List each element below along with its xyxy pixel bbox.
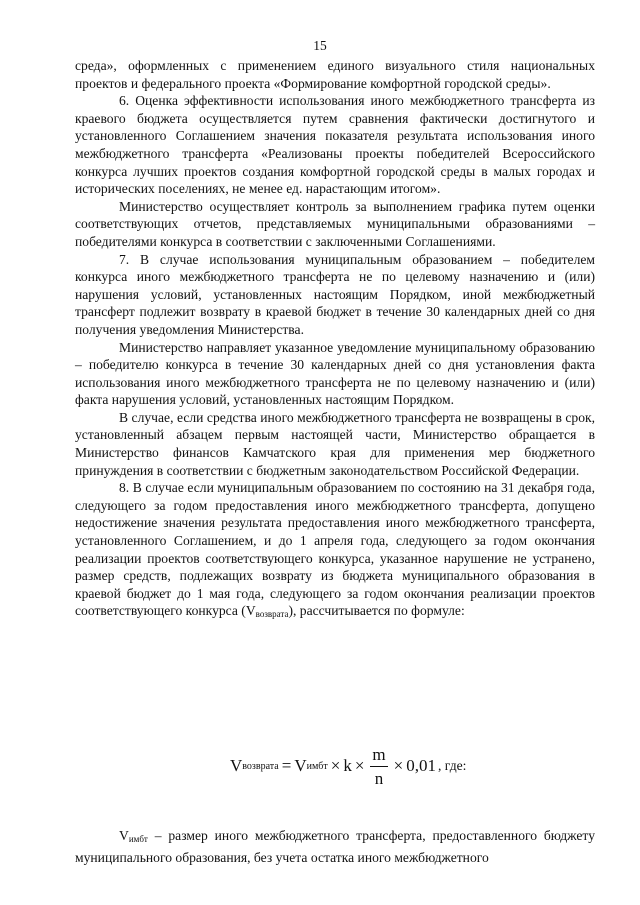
definition-text (75, 827, 595, 866)
fraction-denominator: n (374, 768, 384, 788)
definition-symbol: V (119, 828, 129, 843)
formula-v-sub: имбт (306, 760, 328, 772)
formula-tail: , где: (438, 758, 467, 773)
formula-times: × (354, 756, 365, 775)
formula-equals: = (281, 756, 292, 775)
body-text (75, 57, 595, 624)
formula-times: × (393, 756, 404, 775)
definition-paragraph (75, 827, 595, 866)
formula-expression (230, 738, 466, 794)
formula (0, 738, 640, 794)
formula-lhs: V (230, 756, 243, 775)
paragraph: 6. Оценка эффективности использования иного межбюджетного трансферта из краевого бюджета осуществляется путем сравнения фактически достигнутого и установленного Соглашением значения показателя результата использования иного межбюджетного трансферта «Реализованы проекты победителей Всероссийского конкурса лучших проектов создания комфортной городской среды в малых городах и исторических поселениях, не менее ед. нарастающим итогом». (75, 93, 595, 197)
fraction-numerator: m (370, 746, 387, 767)
paragraph: В случае, если средства иного межбюджетного трансферта не возвращены в срок, установленный абзацем первым настоящей части, Министерство обращается в Министерство финансов Камчатского края для применения мер бюджетного принуждения в соответствии с бюджетным законодательством Российской Федерации. (75, 409, 595, 478)
definition-symbol-sub: имбт (128, 834, 148, 844)
v-return-subscript: возврата (255, 609, 289, 620)
formula-v: V (294, 756, 307, 775)
paragraph: среда», оформленных с применением единого визуального стиля национальных проектов и федерального проекта «Формирование комфортной городской среды». (75, 58, 595, 91)
formula-constant: 0,01 (406, 756, 436, 775)
paragraph-8-tail: ), рассчитывается по формуле: (288, 603, 465, 619)
paragraph: 7. В случае использования муниципальным образованием – победителем конкурса иного межбюджетного трансферта не по целевому назначению и (или) нарушения условий, установленных настоящим Порядком, иной межбюджетный трансферт подлежит возврату в краевой бюджет в течение 30 календарных дней со дня получения уведомления Министерства. (75, 251, 595, 337)
formula-times: × (330, 756, 341, 775)
paragraph: Министерство направляет указанное уведомление муниципальному образованию – победителю конкурса в течение 30 календарных дней со дня установления факта использования иного межбюджетного трансферта не по целевому назначению и (или) факта нарушения условий, установленных настоящим Порядком. (75, 339, 595, 408)
paragraph-8 (75, 479, 595, 624)
formula-fraction (370, 746, 387, 787)
formula-k: k (343, 756, 352, 775)
page-number: 15 (313, 38, 327, 53)
formula-lhs-sub: возврата (242, 760, 279, 772)
paragraph: Министерство осуществляет контроль за выполнением графика путем оценки соответствующих отчетов, представляемых муниципальными образованиями – победителями конкурса в соответствии с заключенными Соглашениями. (75, 198, 595, 249)
paragraph-8-text: 8. В случае если муниципальным образованием по состоянию на 31 декабря года, следующего за годом предоставления иного межбюджетного трансферта, допущено недостижение значения результата предоставления иного межбюджетного трансферта, установленного Соглашением, и до 1 апреля года, следующего за годом окончания реализации проектов соответствующего конкурса, указанное нарушение не устранено, размер средств, подлежащих возврату из бюджета муниципального образования в краевой бюджет до 1 мая года, следующего за годом окончания реализации проектов соответствующего конкурса (V (75, 480, 595, 619)
definition-body: – размер иного межбюджетного трансферта, предоставленного бюджету муниципального образования, без учета остатка иного межбюджетного (75, 828, 595, 865)
